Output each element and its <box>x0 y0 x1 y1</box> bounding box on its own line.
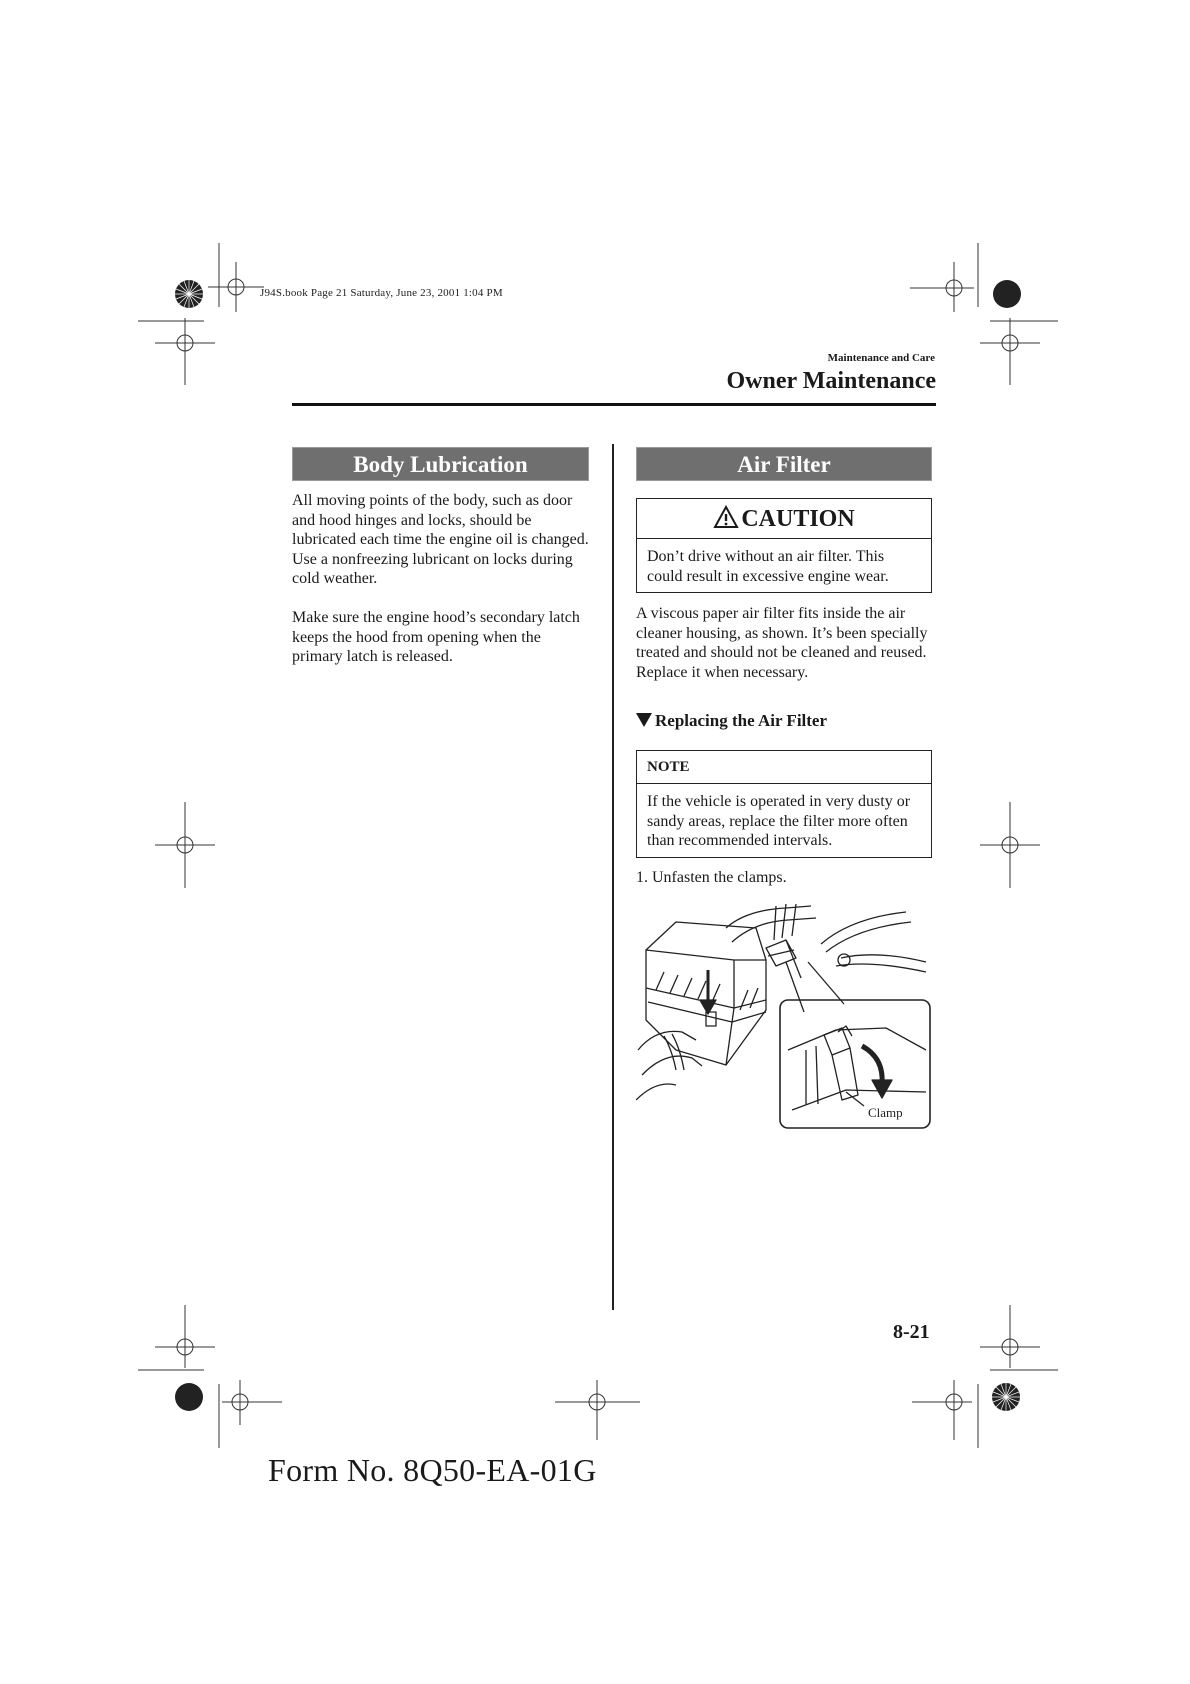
caution-text: Don’t drive without an air filter. This could result in excessive engine wear. <box>647 548 889 585</box>
air-filter-paragraph: A viscous paper air filter fits inside the air cleaner housing, as shown. It’s been specially treated and should not be cleaned and reused. Replace it when necessary. <box>636 605 928 681</box>
step-1: 1. Unfasten the clamps. <box>636 869 787 886</box>
crosshair-bottom-right-2 <box>912 1380 972 1440</box>
crosshair-bottom-left-2 <box>222 1380 282 1425</box>
crosshair-bottom-right-1 <box>980 1305 1040 1368</box>
clamp-label: Clamp <box>868 1105 903 1120</box>
crosshair-top-right-1 <box>910 262 974 312</box>
body-lubrication-banner: Body Lubrication <box>292 447 589 481</box>
registration-dot-bottom-right <box>992 1383 1020 1411</box>
registration-dot-top-left <box>175 280 203 308</box>
crosshair-bottom-center <box>555 1380 640 1440</box>
registration-dot-bottom-left <box>175 1383 203 1411</box>
crosshair-top-left-1 <box>208 262 264 312</box>
replacing-air-filter-heading <box>636 711 827 731</box>
air-cleaner-illustration <box>636 900 932 1130</box>
caution-header <box>637 499 931 539</box>
crosshair-mid-left <box>155 802 215 888</box>
note-box <box>636 750 932 858</box>
column-divider <box>612 444 614 1310</box>
crosshair-top-left-2 <box>155 318 215 385</box>
triangle-down-icon <box>636 713 652 727</box>
body-lubrication-paragraph-2: Make sure the engine hood’s secondary latch keeps the hood from opening when the primary latch is released. <box>292 609 580 665</box>
form-number: Form No. 8Q50-EA-01G <box>268 1452 597 1488</box>
registration-dot-top-right <box>993 280 1021 308</box>
section-title: Owner Maintenance <box>726 368 936 394</box>
crosshair-bottom-left-1 <box>155 1305 215 1368</box>
page-number: 8-21 <box>893 1321 930 1343</box>
chapter-label: Maintenance and Care <box>827 352 935 364</box>
body-lubrication-paragraph-1: All moving points of the body, such as door and hood hinges and locks, should be lubricated each time the engine oil is changed. Use a nonfreezing lubricant on locks during cold weather. <box>292 492 589 587</box>
crosshair-mid-right <box>980 802 1040 888</box>
note-header: NOTE <box>637 751 931 784</box>
caution-box <box>636 498 932 593</box>
subheading-text: Replacing the Air Filter <box>655 711 828 730</box>
crosshair-top-right-2 <box>980 318 1040 385</box>
warning-triangle-icon <box>713 502 739 542</box>
note-text: If the vehicle is operated in very dusty or sandy areas, replace the filter more often than recommended intervals. <box>647 793 911 849</box>
book-info-line: J94S.book Page 21 Saturday, June 23, 2001 1:04 PM <box>260 287 503 299</box>
air-filter-banner: Air Filter <box>636 447 932 481</box>
caution-title: CAUTION <box>741 506 855 532</box>
header-rule <box>292 403 936 406</box>
